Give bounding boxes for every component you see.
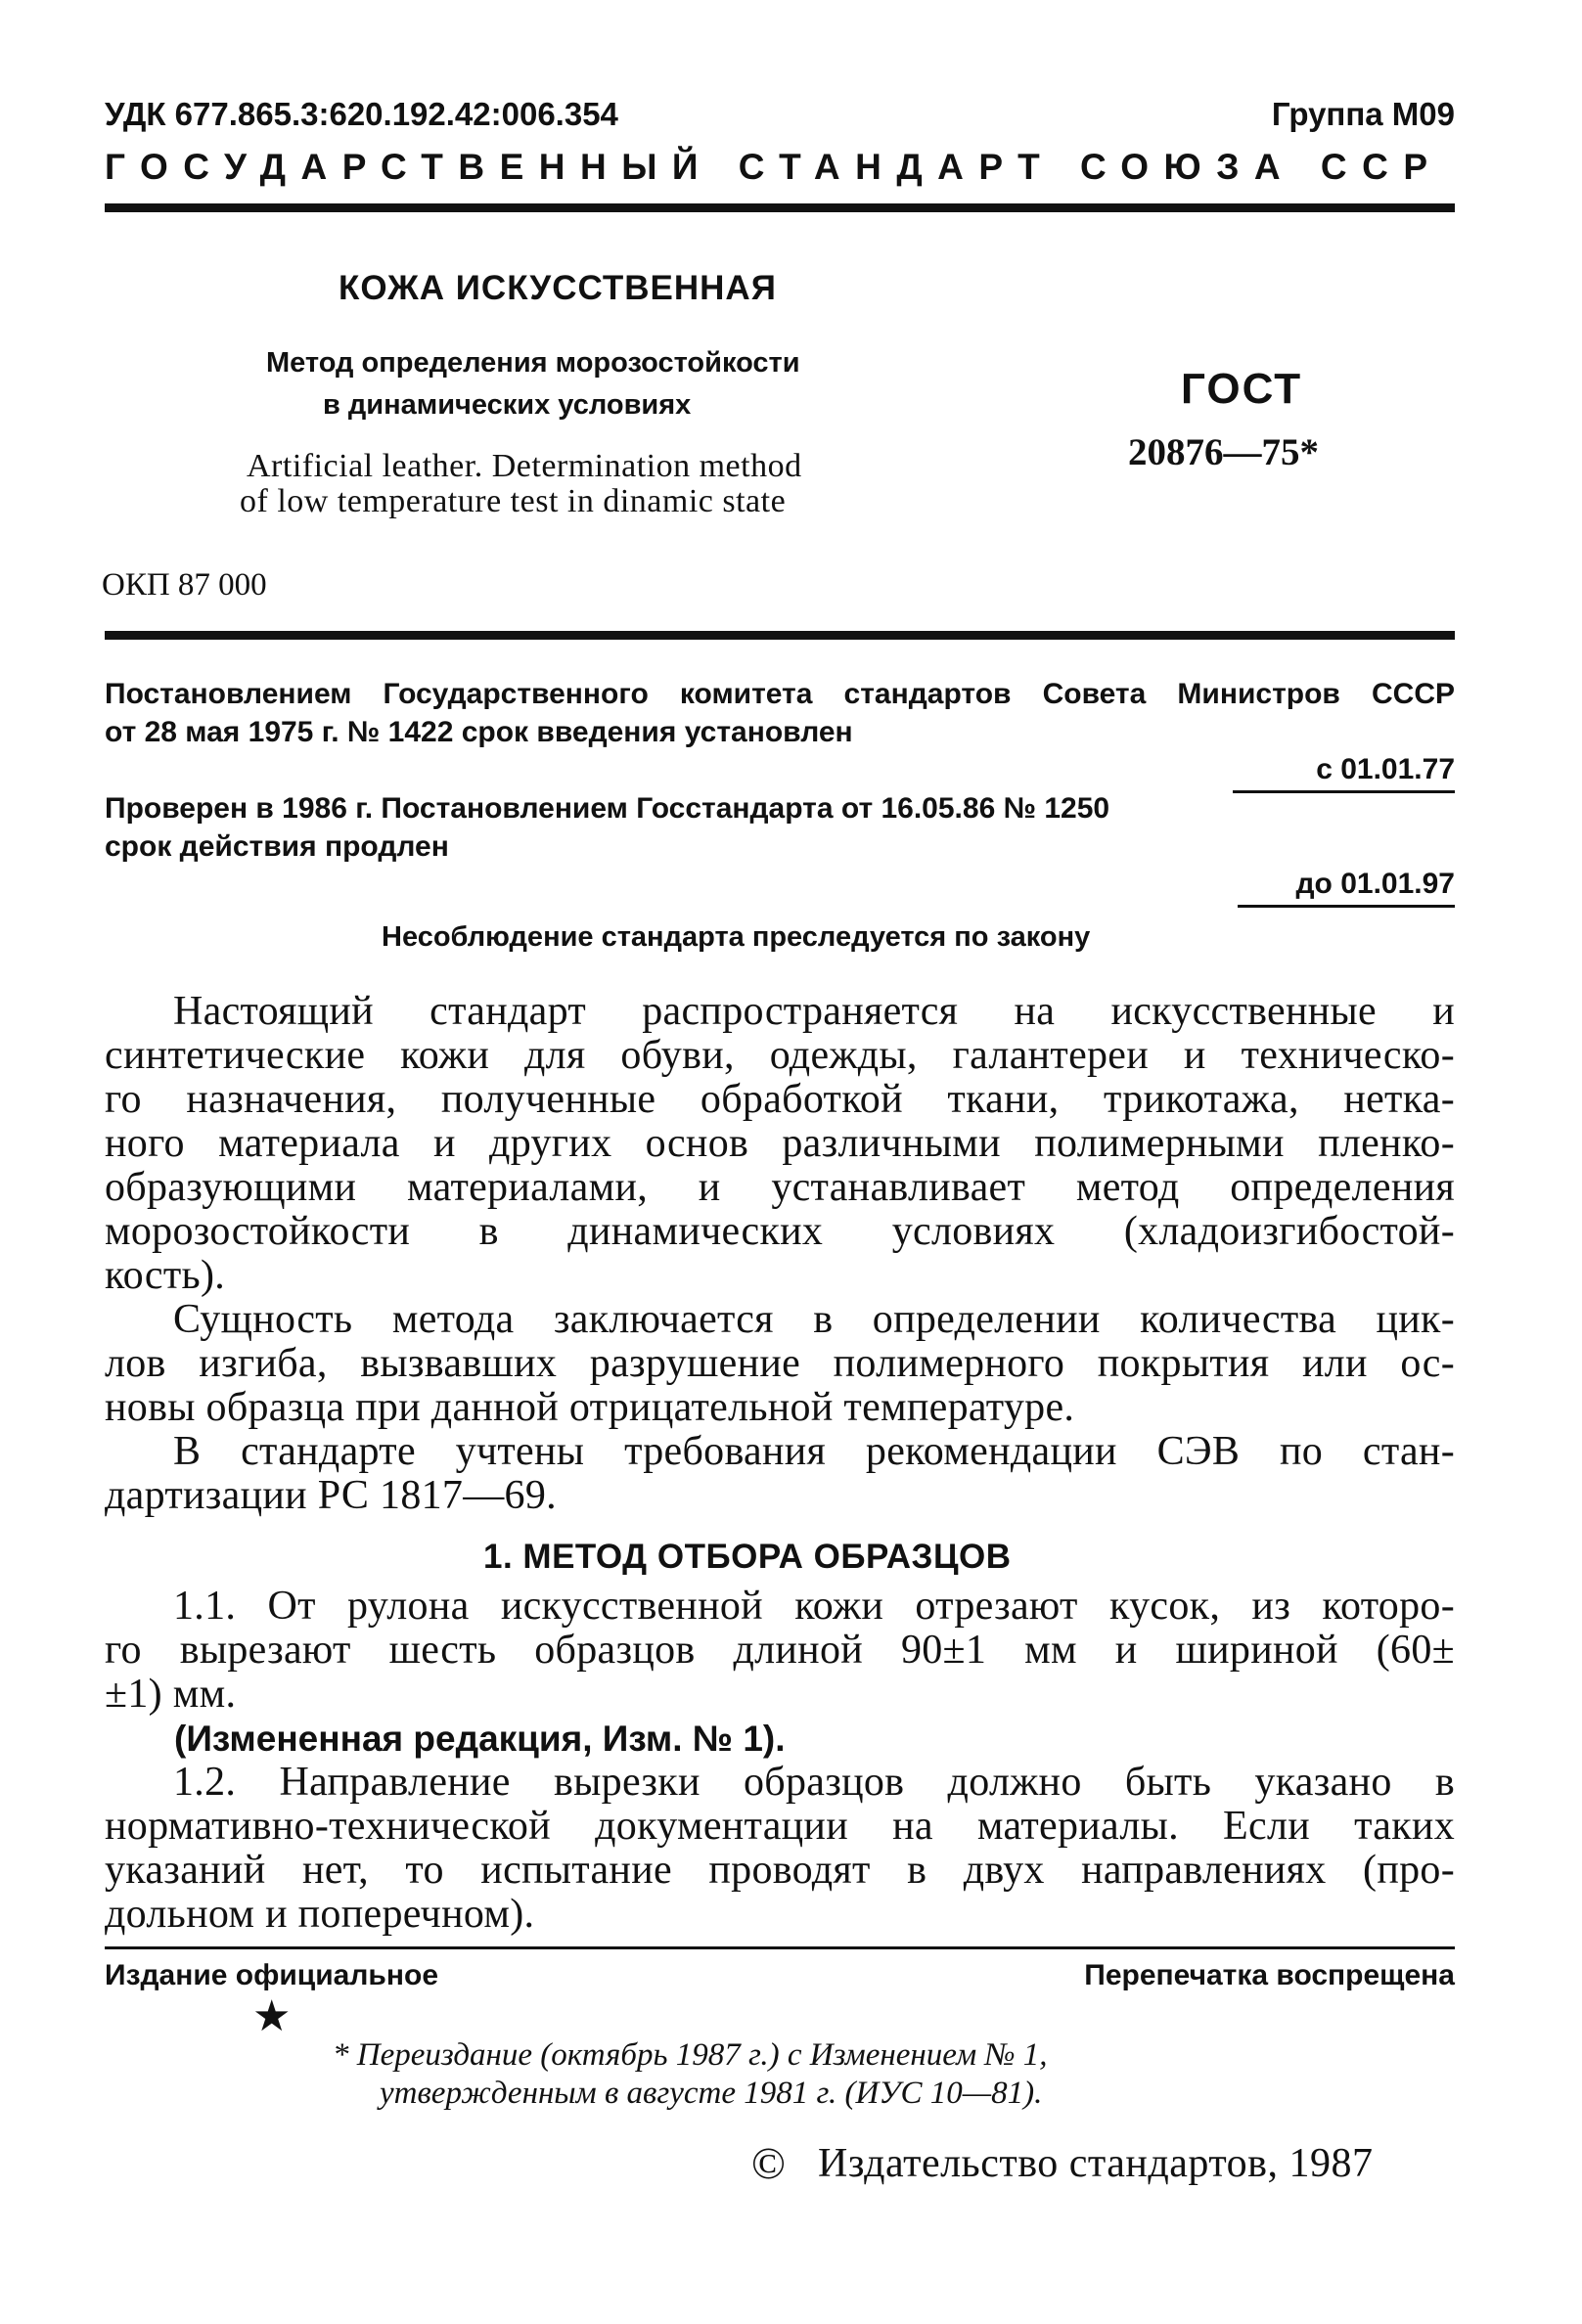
text-line: В стандарте учтены требования рекомендации СЭВ по стан- [173, 1430, 1455, 1474]
official-edition-label: Издание официальное [105, 1959, 439, 1991]
text-line: ±1) мм. [105, 1673, 237, 1717]
clause-1-2 [105, 1761, 1455, 1937]
star-icon: ★ [252, 1992, 292, 2040]
decree-line-3: Проверен в 1986 г. Постановлением Госстандарта от 16.05.86 № 1250 [105, 792, 1110, 825]
text-line: Сущность метода заключается в определении количества цик- [173, 1298, 1455, 1342]
reissue-note-2: утвержденным в августе 1981 г. (ИУС 10—81). [380, 2076, 1043, 2111]
text-line: морозостойкости в динамических условиях (хладоизгибостой- [105, 1210, 1455, 1254]
law-notice: Несоблюдение стандарта преследуется по закону [382, 921, 1091, 953]
text-line: дартизации РС 1817—69. [105, 1474, 557, 1518]
text-line: ного материала и других основ различными полимерными пленко- [105, 1122, 1455, 1166]
copyright-icon: © [751, 2138, 786, 2188]
english-title-1: Artificial leather. Determination method [247, 448, 802, 484]
text-line: дольном и поперечном). [105, 1893, 535, 1937]
decree-line-2: от 28 мая 1975 г. № 1422 срок введения установлен [105, 716, 853, 748]
gost-label: ГОСТ [1181, 365, 1303, 413]
text-line: указаний нет, то испытание проводят в двух направлениях (про- [105, 1849, 1455, 1893]
udk-code: УДК 677.865.3:620.192.42:006.354 [105, 96, 618, 132]
publisher-line: Издательство стандартов, 1987 [818, 2141, 1374, 2186]
text-line: лов изгиба, вызвавших разрушение полимерного покрытия или ос- [105, 1342, 1455, 1386]
section-1-heading: 1. МЕТОД ОТБОРА ОБРАЗЦОВ [483, 1538, 1012, 1576]
reissue-note-1: * Переиздание (октябрь 1987 г.) с Изменением № 1, [333, 2037, 1048, 2073]
text-line: нормативно-технической документации на материалы. Если таких [105, 1805, 1455, 1849]
decree-line-1: Постановлением Государственного комитета стандартов Совета Министров СССР [105, 678, 1455, 710]
text-line: 1.1. От рулона искусственной кожи отрезают кусок, из которо- [173, 1585, 1455, 1629]
header-thick-rule [105, 203, 1455, 212]
okp-code: ОКП 87 000 [102, 567, 267, 603]
state-standard-banner: ГОСУДАРСТВЕННЫЙ СТАНДАРТ СОЮЗА ССР [105, 147, 1443, 187]
amendment-note: (Измененная редакция, Изм. № 1). [174, 1719, 786, 1759]
extension-date: до 01.01.97 [1295, 868, 1455, 900]
intro-paragraph-1 [105, 990, 1455, 1298]
text-line: го назначения, полученные обработкой ткани, трикотажа, нетка- [105, 1078, 1455, 1122]
intro-paragraph-3 [105, 1430, 1455, 1518]
reprint-prohibited-label: Перепечатка воспрещена [1084, 1959, 1455, 1991]
text-line: Настоящий стандарт распространяется на искусственные и [173, 990, 1455, 1034]
decree-line-4: срок действия продлен [105, 830, 449, 863]
document-title: КОЖА ИСКУССТВЕННАЯ [339, 269, 777, 307]
text-line: кость). [105, 1254, 226, 1298]
document-subtitle-2: в динамических условиях [323, 389, 692, 421]
extension-date-rule [1238, 905, 1455, 908]
group-code: Группа М09 [1271, 96, 1455, 132]
english-title-2: of low temperature test in dinamic state [240, 483, 787, 519]
text-line: синтетические кожи для обуви, одежды, галантереи и техническо- [105, 1034, 1455, 1078]
effective-date-rule [1233, 790, 1455, 793]
intro-paragraph-2 [105, 1298, 1455, 1430]
text-line: новы образца при данной отрицательной температуре. [105, 1386, 1075, 1430]
text-line: 1.2. Направление вырезки образцов должно быть указано в [173, 1761, 1455, 1805]
effective-date: с 01.01.77 [1316, 753, 1455, 785]
footer-rule [105, 1946, 1455, 1949]
gost-number: 20876—75* [1128, 431, 1319, 473]
text-line: го вырезают шесть образцов длиной 90±1 мм и шириной (60± [105, 1629, 1455, 1673]
title-thick-rule [105, 631, 1455, 640]
text-line: образующими материалами, и устанавливает метод определения [105, 1166, 1455, 1210]
document-subtitle-1: Метод определения морозостойкости [266, 347, 800, 379]
clause-1-1 [105, 1585, 1455, 1717]
